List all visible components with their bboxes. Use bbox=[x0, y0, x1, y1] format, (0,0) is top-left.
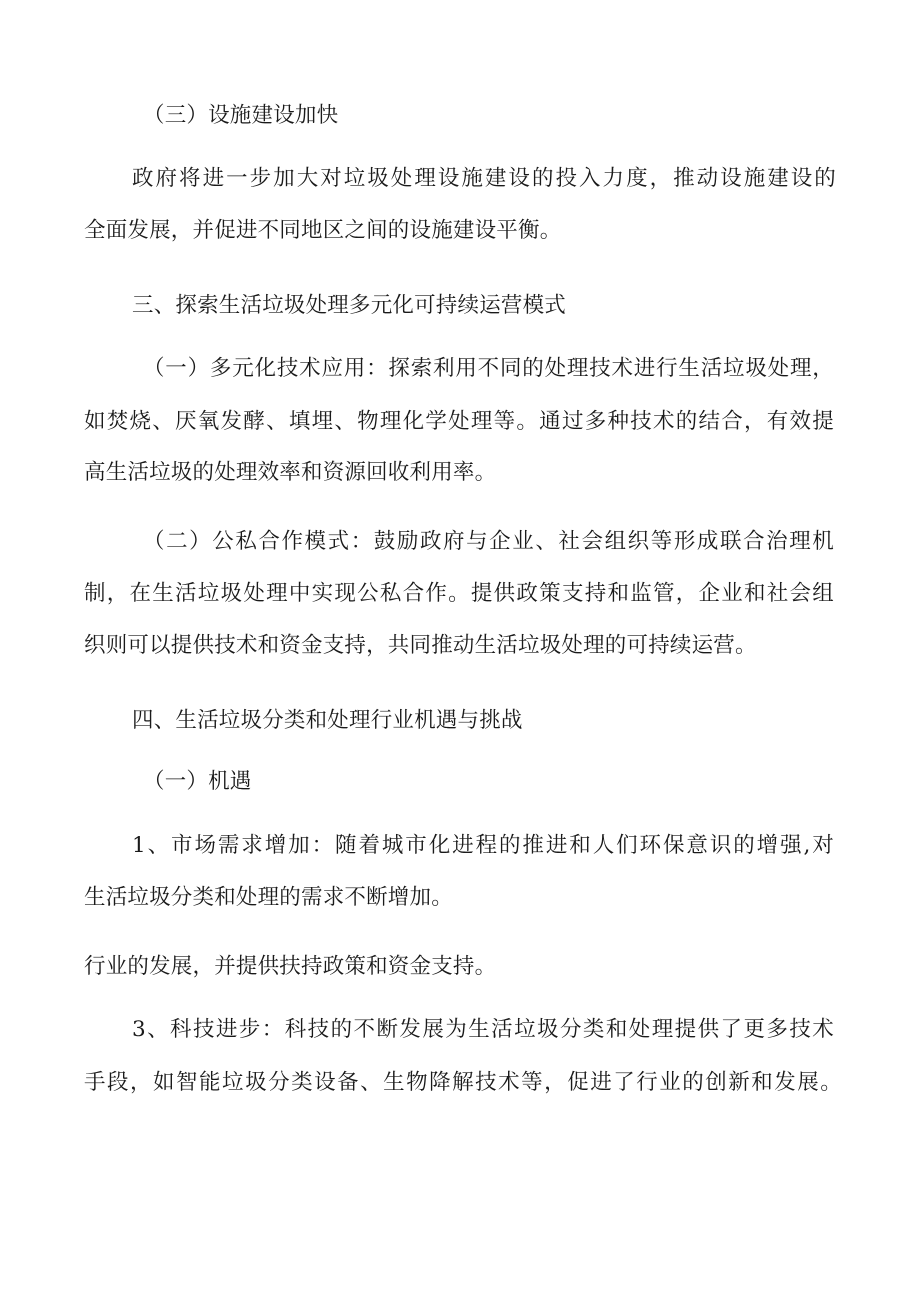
paragraph-line: 手段，如智能垃圾分类设备、生物降解技术等，促进了行业的创新和发展。 bbox=[84, 1070, 842, 1095]
paragraph-line: 如焚烧、厌氧发酵、填埋、物理化学处理等。通过多种技术的结合，有效提 bbox=[84, 409, 834, 434]
paragraph-line: 全面发展，并促进不同地区之间的设施建设平衡。 bbox=[84, 218, 562, 243]
paragraph-line: 3、科技进步：科技的不断发展为生活垃圾分类和处理提供了更多技术 bbox=[132, 1017, 834, 1042]
paragraph-line: 政府将进一步加大对垃圾处理设施建设的投入力度，推动设施建设的 bbox=[132, 166, 836, 191]
paragraph-line: 织则可以提供技术和资金支持，共同推动生活垃圾处理的可持续运营。 bbox=[84, 633, 757, 658]
section-heading-diversified-operation: 三、探索生活垃圾处理多元化可持续运营模式 bbox=[132, 293, 567, 318]
paragraph-line: 制，在生活垃圾处理中实现公私合作。提供政策支持和监管，企业和社会组 bbox=[84, 581, 834, 606]
paragraph-line: 1、市场需求增加：随着城市化进程的推进和人们环保意识的增强,对 bbox=[132, 833, 834, 858]
paragraph-line: 行业的发展，并提供扶持政策和资金支持。 bbox=[84, 954, 497, 979]
paragraph-line: （二）公私合作模式：鼓励政府与企业、社会组织等形成联合治理机 bbox=[143, 529, 834, 554]
paragraph-line: 生活垃圾分类和处理的需求不断增加。 bbox=[84, 885, 453, 910]
paragraph-line: （一）多元化技术应用：探索利用不同的处理技术进行生活垃圾处理， bbox=[143, 356, 834, 381]
paragraph-line: 高生活垃圾的处理效率和资源回收利用率。 bbox=[84, 460, 497, 485]
subheading-opportunities: （一）机遇 bbox=[143, 769, 252, 794]
section-heading-opportunities-challenges: 四、生活垃圾分类和处理行业机遇与挑战 bbox=[132, 708, 523, 733]
section-heading-facility-construction: （三）设施建设加快 bbox=[143, 103, 339, 128]
